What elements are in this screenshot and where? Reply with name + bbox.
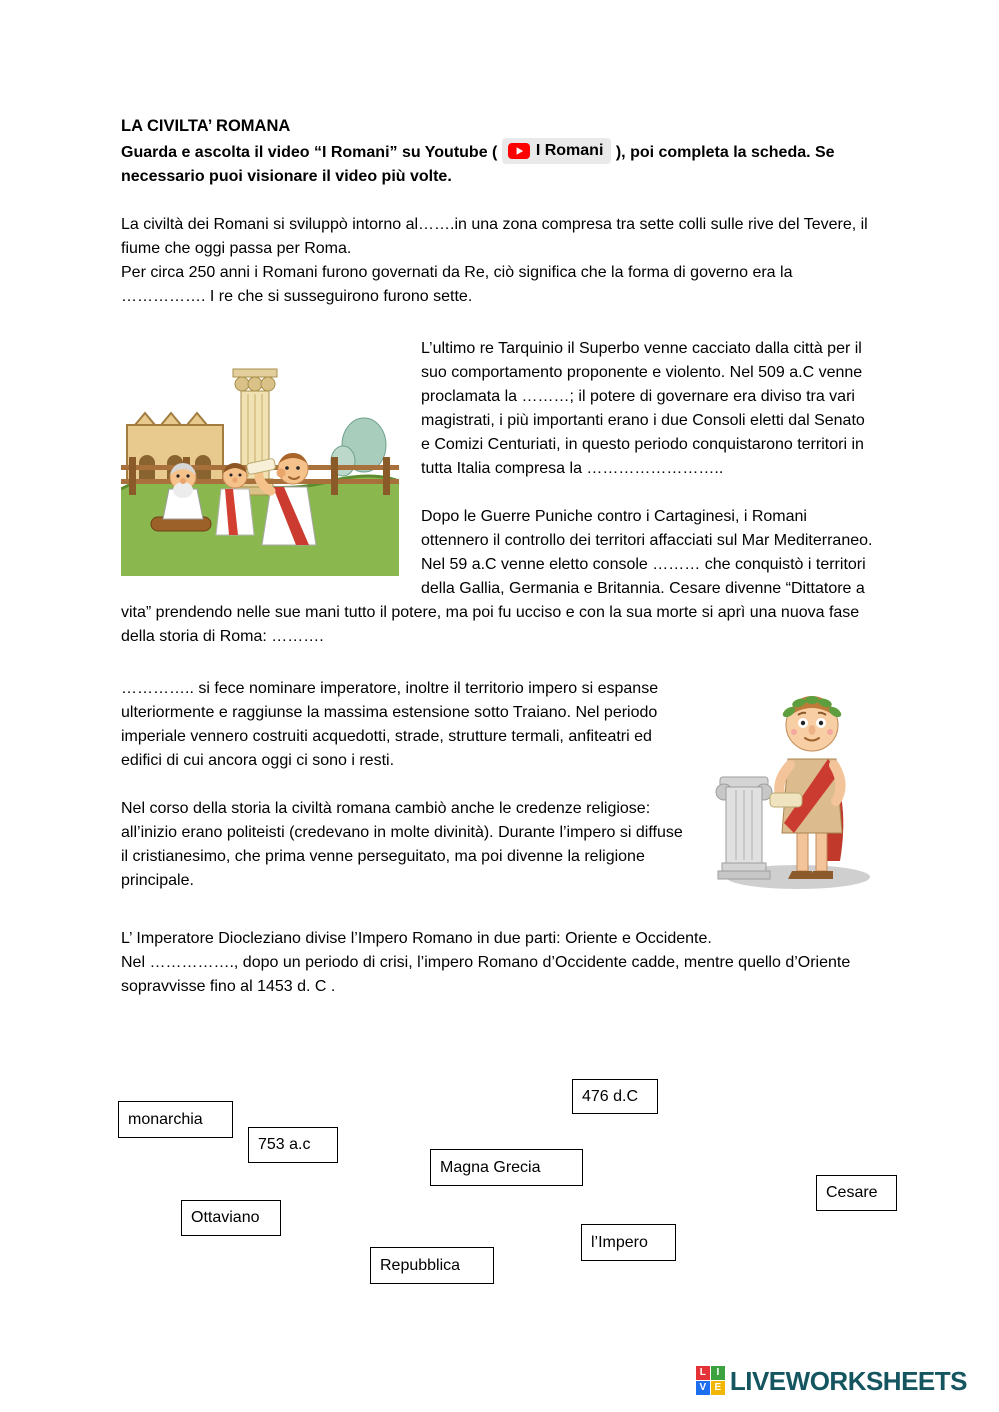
empire-section xyxy=(121,677,878,897)
answer-box-753-ac[interactable]: 753 a.c xyxy=(248,1127,338,1163)
answer-box-magna-grecia[interactable]: Magna Grecia xyxy=(430,1149,583,1186)
republic-paragraph-1: L’ultimo re Tarquinio il Superbo venne cacciato dalla città per il suo comportamento proponente e violento. Nel 509 a.C venne proclamata la ………; il potere di governare era diviso tra vari magistrati, i più importanti erano i due Consoli eletti dal Senato e Comizi Centuriati, in questo periodo conquistarono territori in tutta Italia compresa la …………………….. xyxy=(421,340,865,477)
logo-square-v: V xyxy=(696,1381,710,1395)
empire-paragraph-2: Nel corso della storia la civiltà romana cambiò anche le credenze religiose: all’inizio erano politeisti (credevano in molte divinità). Durante l’impero si diffuse il cristianesimo, che prima venne perseguitato, ma poi divenne la religione principale. xyxy=(121,800,683,889)
answer-box-476-dc[interactable]: 476 d.C xyxy=(572,1079,658,1114)
emperor-cartoon-image xyxy=(710,681,878,893)
romans-scene-illustration xyxy=(121,339,399,576)
youtube-icon xyxy=(508,143,530,159)
answer-box-cesare[interactable]: Cesare xyxy=(816,1175,897,1211)
intro-paragraph-2: Per circa 250 anni i Romani furono governati da Re, ciò significa che la forma di governo era la ……………. I re che si susseguirono furono sette. xyxy=(121,264,793,305)
empire-paragraph-1: ………….. si fece nominare imperatore, inoltre il territorio impero si espanse ulteriormente e raggiunse la massima estensione sotto Traiano. Nel periodo imperiale vennero costruiti acquedotti, strade, strutture termali, anfiteatri ed edifici di cui ancora oggi ci sono i resti. xyxy=(121,680,659,769)
youtube-video-link[interactable] xyxy=(502,138,612,164)
page-title: LA CIVILTA’ ROMANA xyxy=(121,117,291,135)
republic-section xyxy=(121,337,878,649)
romans-cartoon-image xyxy=(121,339,399,576)
fall-section xyxy=(121,927,878,999)
intro-paragraph-1: La civiltà dei Romani si sviluppò intorno al…….in una zona compresa tra sette colli sulle rive del Tevere, il fiume che oggi passa per Roma. xyxy=(121,216,868,257)
answer-box-monarchia[interactable]: monarchia xyxy=(118,1101,233,1138)
logo-square-l: L xyxy=(696,1366,710,1380)
instructions-part1: Guarda e ascolta il video “I Romani” su Youtube ( xyxy=(121,144,498,161)
logo-square-i: I xyxy=(711,1366,725,1380)
liveworksheets-icon xyxy=(696,1366,725,1395)
instructions-part2: ), poi completa la scheda. Se necessario puoi visionare il video più volte. xyxy=(121,144,835,185)
logo-square-e: E xyxy=(711,1381,725,1395)
answer-box-limpero[interactable]: l’Impero xyxy=(581,1224,676,1261)
fall-paragraph-2: Nel ……………., dopo un periodo di crisi, l’impero Romano d’Occidente cadde, mentre quello d’Oriente sopravvisse fino al 1453 d. C . xyxy=(121,954,851,995)
liveworksheets-logo xyxy=(696,1366,967,1395)
instructions xyxy=(121,138,878,189)
youtube-video-label: I Romani xyxy=(535,142,604,159)
republic-paragraph-2: Dopo le Guerre Puniche contro i Cartaginesi, i Romani ottennero il controllo dei territori affacciati sul Mar Mediterraneo. Nel 59 a.C venne eletto console ……… che conquistò i territori della Gallia, Germania e Britannia. Cesare divenne “Dittatore a vita” prendendo nelle sue mani tutto il potere, ma poi fu ucciso e con la sua morte si aprì una nuova fase della storia di Roma: ………. xyxy=(121,508,873,645)
fall-paragraph-1: L’ Imperatore Diocleziano divise l’Impero Romano in due parti: Oriente e Occidente. xyxy=(121,930,712,947)
emperor-illustration xyxy=(710,681,878,893)
liveworksheets-wordmark: LIVEWORKSHEETS xyxy=(729,1365,967,1396)
answer-box-ottaviano[interactable]: Ottaviano xyxy=(181,1200,281,1236)
answer-box-repubblica[interactable]: Repubblica xyxy=(370,1247,494,1284)
